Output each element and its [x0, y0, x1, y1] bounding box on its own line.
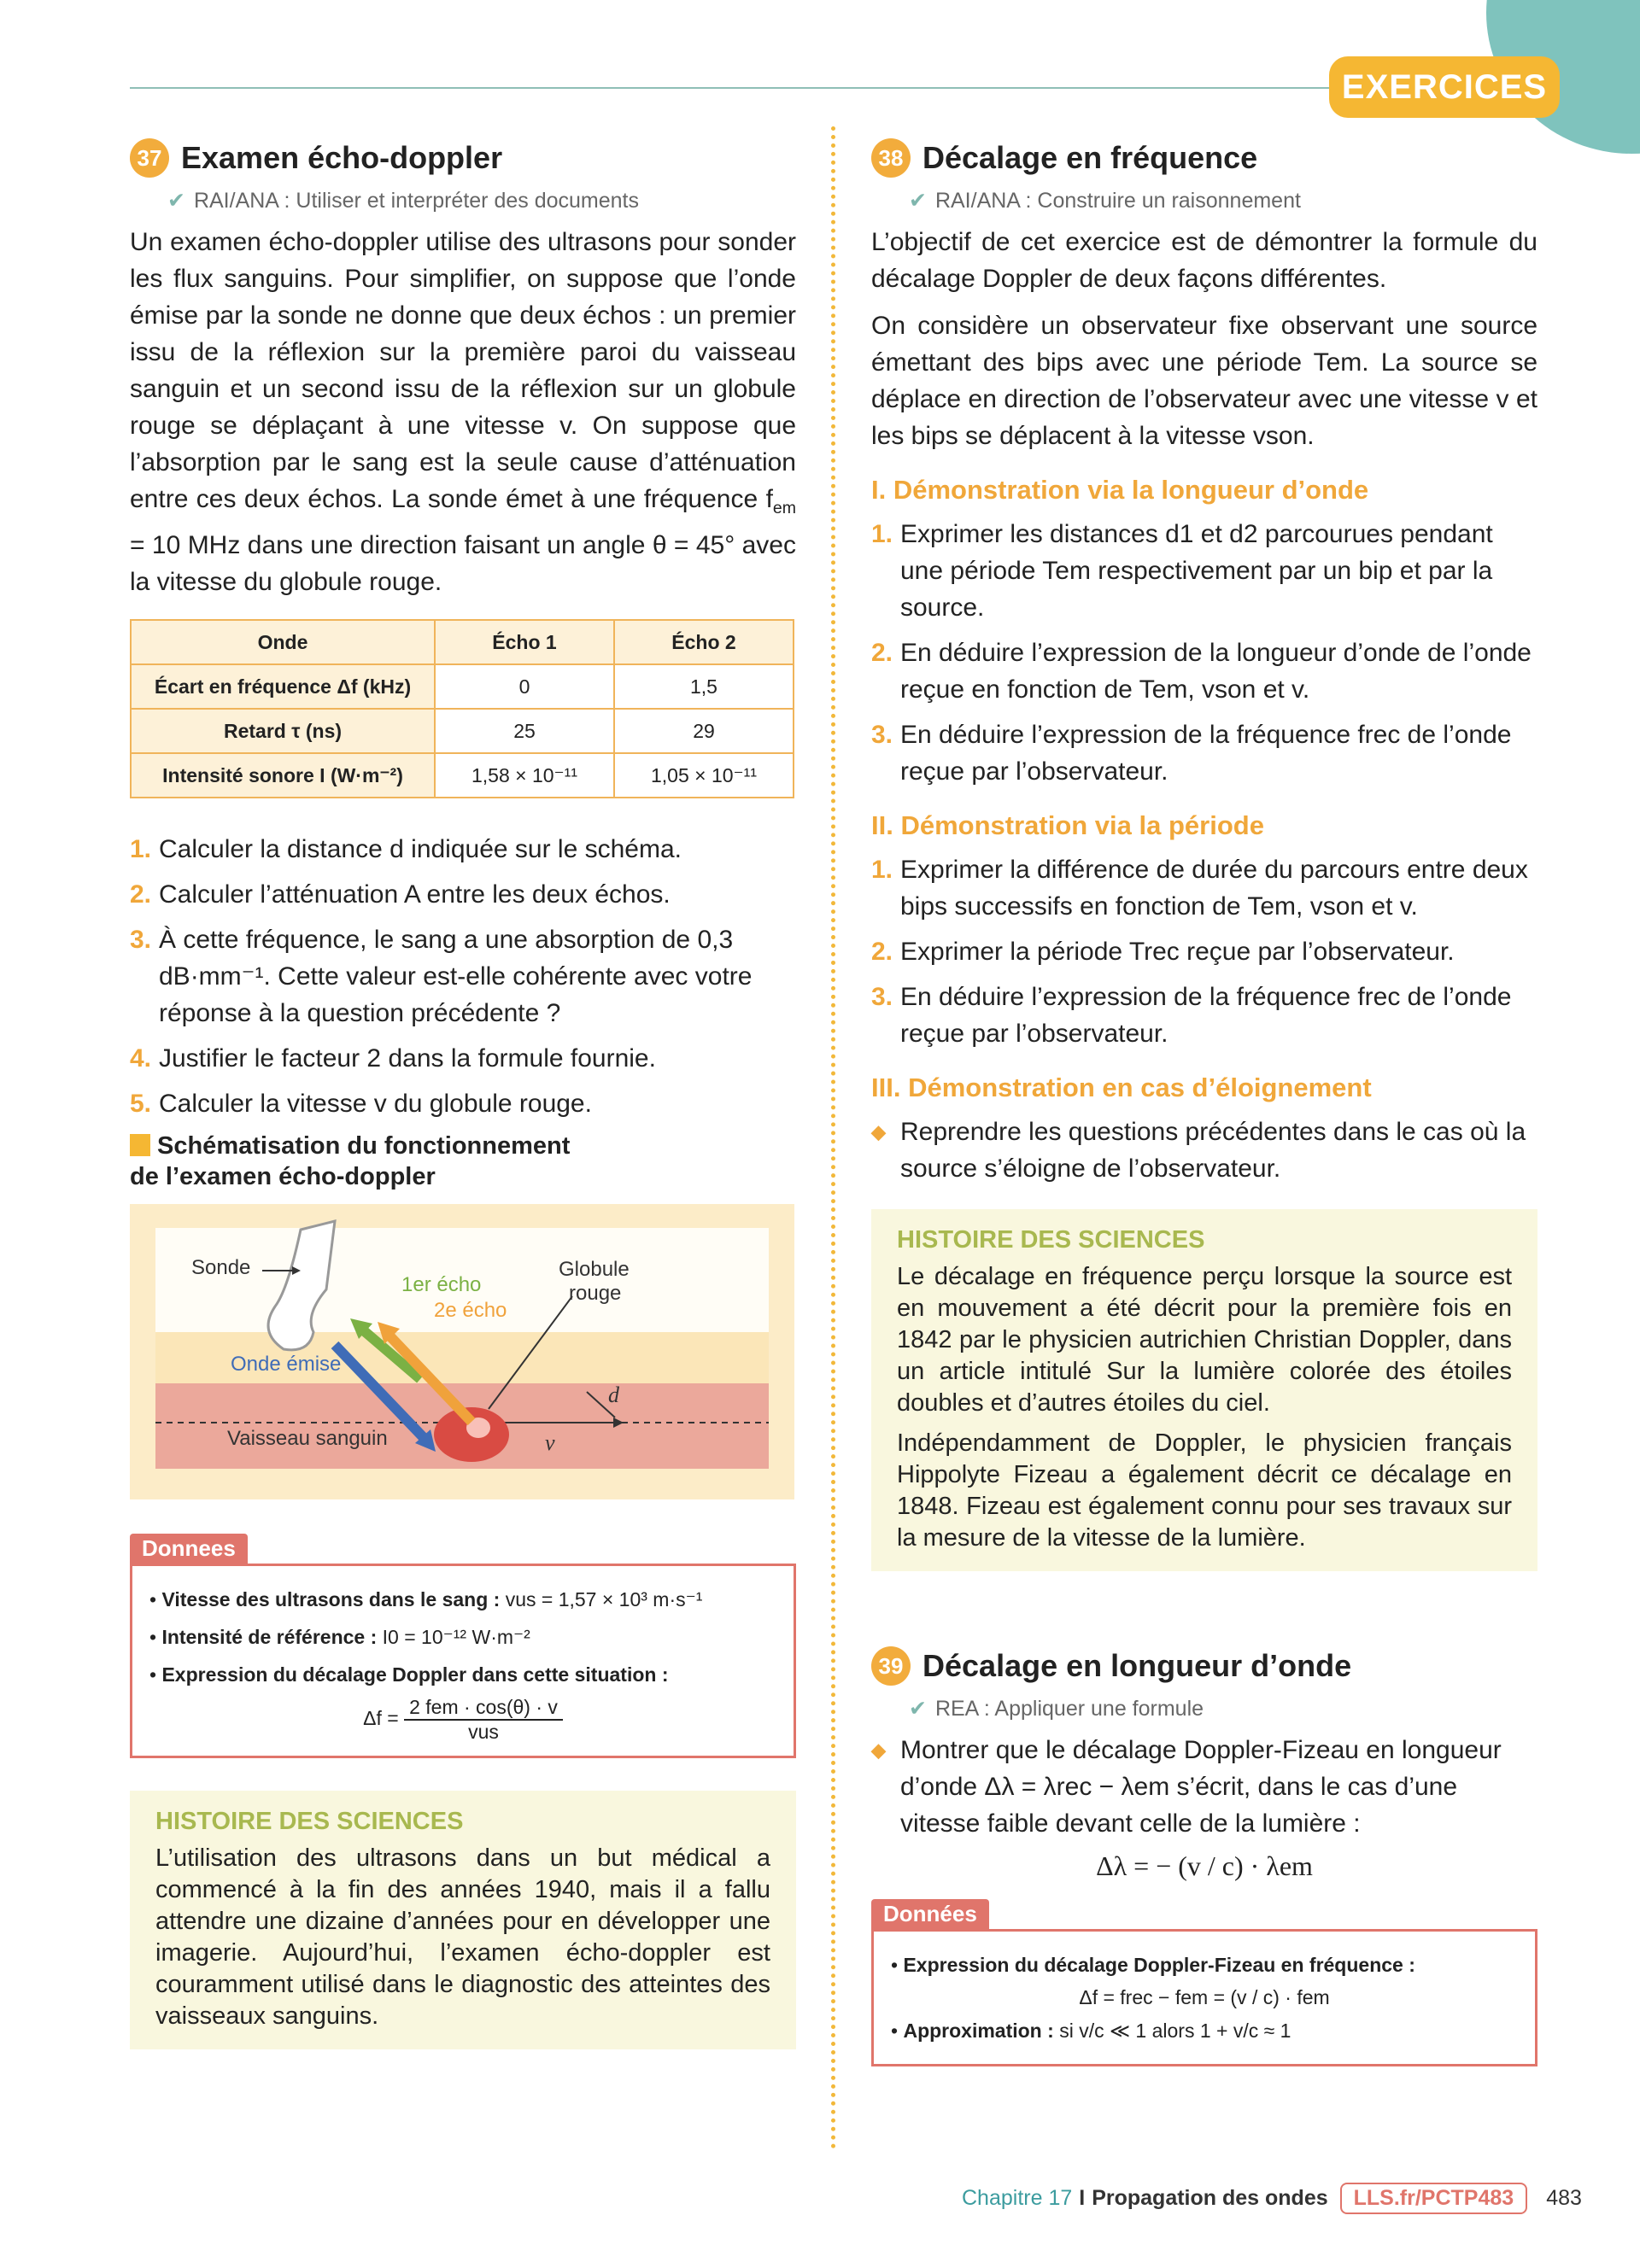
question-list	[871, 851, 1538, 1052]
question-item	[130, 921, 796, 1032]
exercise-title: Décalage en fréquence	[922, 140, 1258, 175]
table-cell: 1,58 × 10⁻¹¹	[435, 753, 614, 798]
table-row	[131, 664, 794, 709]
question-item	[130, 876, 796, 913]
schema-figure	[130, 1204, 794, 1499]
question-text: À cette fréquence, le sang a une absorption de 0,3 dB·mm⁻¹. Cette valeur est-elle cohérente avec votre réponse à la question précédente ?	[159, 926, 753, 1027]
question-item	[130, 831, 796, 868]
footer-separator: I	[1079, 2186, 1086, 2210]
exercise-intro	[130, 224, 796, 600]
question-number: 4.	[130, 1044, 152, 1073]
intro-end: = 10 MHz dans une direction faisant un angle θ = 45° avec la vitesse du globule rouge.	[130, 531, 796, 596]
question-number: 2.	[130, 880, 152, 909]
question-number: 1.	[871, 520, 893, 548]
check-icon: ✔	[167, 189, 185, 213]
schema-label-globule: Globule	[559, 1258, 630, 1281]
doppler-formula	[149, 1696, 776, 1744]
table-row	[131, 753, 794, 798]
schema-label-vaisseau: Vaisseau sanguin	[227, 1427, 388, 1450]
table-header: Onde	[131, 620, 435, 664]
question-text: Montrer que le décalage Doppler-Fizeau en longueur d’onde Δλ = λrec − λem s’écrit, dans le cas d’une vitesse faible devant celle de la lumière :	[900, 1736, 1502, 1838]
donnees-label: Intensité de référence :	[161, 1626, 378, 1648]
histoire-box	[130, 1791, 796, 2049]
table-row-label: Intensité sonore I (W·m⁻²)	[131, 753, 435, 798]
question-text: En déduire l’expression de la fréquence frec de l’onde reçue par l’observateur.	[900, 721, 1512, 786]
donnees-label: Vitesse des ultrasons dans le sang :	[161, 1588, 501, 1610]
paragraph: L’objectif de cet exercice est de démontrer la formule du décalage Doppler de deux façons différentes.	[871, 228, 1538, 293]
question-number: 3.	[130, 926, 152, 954]
intro-text: Un examen écho-doppler utilise des ultrasons pour sonder les flux sanguins. Pour simplifier, on suppose que l’onde émise par la sonde ne donne que deux échos : un premier issu de la réflexion sur la première paroi du vaisseau sanguin et un second issu de la réflexion sur un globule rouge se déplaçant à une vitesse v. On suppose que l’absorption par le sang est la seule cause d’atténuation entre ces deux échos. La sonde émet à une fréquence f	[130, 228, 796, 513]
histoire-title: HISTOIRE DES SCIENCES	[155, 1808, 464, 1835]
table-cell: 25	[435, 709, 614, 753]
paragraph: On considère un observateur fixe observant une source émettant des bips avec une période Tem. La source se déplace en direction de l’observateur avec une vitesse v et les bips se déplacent à la vitesse vson.	[871, 312, 1538, 450]
exercise-number: 37	[130, 138, 169, 178]
question-text: Calculer la vitesse v du globule rouge.	[159, 1090, 592, 1118]
page-number: 483	[1546, 2186, 1582, 2210]
exercices-badge: EXERCICES	[1329, 56, 1560, 118]
question-number: 2.	[871, 639, 893, 667]
donnees-item: • Vitesse des ultrasons dans le sang : vus = 1,57 × 10³ m·s⁻¹	[149, 1588, 703, 1610]
skill-line	[167, 188, 796, 213]
donnees-item: • Expression du décalage Doppler dans cette situation :	[149, 1663, 669, 1686]
question-text: Exprimer les distances d1 et d2 parcourues pendant une période Tem respectivement par un bip et par la source.	[900, 520, 1493, 622]
footer-chapter: Chapitre 17	[962, 2186, 1073, 2210]
schema-label-d: d	[608, 1382, 619, 1407]
question-text: Exprimer la différence de durée du parcours entre deux bips successifs en fonction de Tem, vson et v.	[900, 856, 1528, 921]
question-text: Calculer la distance d indiquée sur le schéma.	[159, 835, 682, 863]
question-item	[871, 634, 1538, 708]
question-text: En déduire l’expression de la longueur d’onde de l’onde reçue en fonction de Tem, vson et v.	[900, 639, 1532, 704]
schema-title-line1: Schématisation du fonctionnement	[157, 1132, 571, 1160]
donnees-item: • Expression du décalage Doppler-Fizeau en fréquence :	[891, 1954, 1415, 1976]
skill-line	[909, 1696, 1538, 1721]
schema-label-echo2: 2e écho	[434, 1299, 507, 1322]
section-heading: I. Démonstration via la longueur d’onde	[871, 475, 1369, 505]
donnees-value: I0 = 10⁻¹² W·m⁻²	[382, 1626, 530, 1648]
exercise-39-header	[871, 1645, 1538, 1687]
question-item	[871, 1732, 1538, 1842]
page-footer	[962, 2183, 1582, 2214]
donnees-value: si v/c ≪ 1 alors 1 + v/c ≈ 1	[1059, 2020, 1292, 2042]
question-item	[871, 716, 1538, 790]
intro-sub: em	[772, 499, 796, 517]
question-list	[130, 831, 796, 1122]
question-list	[871, 1114, 1538, 1187]
square-marker-icon	[130, 1134, 150, 1156]
donnees-tag: Donnees	[130, 1534, 248, 1564]
exercise-title: Examen écho-doppler	[181, 140, 503, 175]
histoire-text: Le décalage en fréquence perçu lorsque la source est en mouvement a été décrit pour la première fois en 1842 par le physicien autrichien Christian Doppler, dans un article intitulé Sur la lumière colorée des étoiles doubles et d’autres étoiles du ciel.	[897, 1263, 1512, 1417]
histoire-text: L’utilisation des ultrasons dans un but médical a commencé à la fin des années 1940, mais il a fallu attendre une dizaine d’années pour en développer une imagerie. Aujourd’hui, l’examen écho-doppler est couramment utilisé dans le diagnostic des atteintes des vaisseaux sanguins.	[155, 1844, 770, 2030]
question-number: 3.	[871, 983, 893, 1011]
exercise-title: Décalage en longueur d’onde	[922, 1648, 1352, 1683]
exercise-number: 39	[871, 1646, 911, 1686]
question-number: 1.	[871, 856, 893, 884]
footer-title: Propagation des ondes	[1092, 2186, 1328, 2210]
question-text: Reprendre les questions précédentes dans le cas où la source s’éloigne de l’observateur.	[900, 1118, 1526, 1183]
header-rule	[130, 87, 1343, 89]
formula-fraction	[404, 1696, 563, 1744]
exercise-39	[871, 1645, 1538, 2066]
exercise-38-header	[871, 137, 1538, 179]
check-icon: ✔	[909, 1697, 927, 1721]
donnees-label: Approximation :	[903, 2020, 1054, 2042]
schema-title-line2: de l’examen écho-doppler	[130, 1163, 436, 1190]
question-item	[130, 1085, 796, 1122]
exercise-37-header	[130, 137, 796, 179]
table-cell: 1,05 × 10⁻¹¹	[614, 753, 794, 798]
schema-label-sonde: Sonde	[191, 1256, 251, 1279]
wavelength-formula: Δλ = − (v / c) · λem	[1096, 1850, 1313, 1881]
table-cell: 1,5	[614, 664, 794, 709]
column-divider	[831, 126, 835, 2150]
skill-text: RAI/ANA : Construire un raisonnement	[934, 189, 1301, 213]
donnees-value: vus = 1,57 × 10³ m·s⁻¹	[505, 1588, 703, 1610]
skill-line	[909, 188, 1538, 213]
table-row	[131, 709, 794, 753]
diamond-bullet-icon: ◆	[871, 1739, 886, 1761]
section-heading: II. Démonstration via la période	[871, 810, 1264, 840]
question-item	[871, 1114, 1538, 1187]
exercise-37	[130, 137, 796, 2049]
schema-title	[130, 1131, 796, 1192]
donnees-block	[130, 1534, 796, 1758]
table-row-label: Retard τ (ns)	[131, 709, 435, 753]
table-cell: 0	[435, 664, 614, 709]
histoire-box	[871, 1209, 1538, 1571]
schema-label-echo1: 1er écho	[401, 1273, 482, 1296]
data-table	[130, 619, 794, 798]
formula-numerator: 2 fem · cos(θ) · v	[404, 1696, 563, 1721]
schema-label-rouge: rouge	[569, 1282, 622, 1305]
skill-text: RAI/ANA : Utiliser et interpréter des documents	[193, 189, 639, 213]
donnees-formula: Δf = frec − fem = (v / c) · fem	[1079, 1986, 1330, 2008]
donnees-block	[871, 1899, 1538, 2066]
question-item	[130, 1040, 796, 1077]
table-header: Écho 1	[435, 620, 614, 664]
donnees-label: Expression du décalage Doppler-Fizeau en fréquence :	[903, 1954, 1415, 1976]
question-text: Exprimer la période Trec reçue par l’observateur.	[900, 938, 1455, 966]
histoire-title: HISTOIRE DES SCIENCES	[897, 1226, 1205, 1254]
schema-svg	[130, 1204, 794, 1499]
check-icon: ✔	[909, 189, 927, 213]
question-item	[871, 933, 1538, 970]
formula-lhs: Δf =	[363, 1707, 399, 1730]
schema-label-v: v	[545, 1430, 555, 1455]
skill-text: REA : Appliquer une formule	[934, 1697, 1204, 1721]
question-number: 1.	[130, 835, 152, 863]
histoire-text: Indépendamment de Doppler, le physicien français Hippolyte Fizeau a également décrit ce décalage en 1848. Fizeau est également connu pour ses travaux sur la mesure de la vitesse de la lumière.	[897, 1429, 1512, 1552]
donnees-box	[130, 1564, 796, 1758]
table-header: Écho 2	[614, 620, 794, 664]
donnees-box	[871, 1929, 1538, 2066]
question-number: 3.	[871, 721, 893, 749]
table-row-label: Écart en fréquence Δf (kHz)	[131, 664, 435, 709]
question-list	[871, 1732, 1538, 1842]
formula-denominator: vus	[468, 1721, 499, 1743]
schema-label-onde: Onde émise	[231, 1353, 342, 1376]
question-item	[871, 516, 1538, 626]
question-text: Calculer l’atténuation A entre les deux échos.	[159, 880, 671, 909]
question-number: 2.	[871, 938, 893, 966]
table-header-row	[131, 620, 794, 664]
donnees-item: • Intensité de référence : I0 = 10⁻¹² W·m⁻²	[149, 1626, 530, 1648]
exercise-38	[871, 137, 1538, 1571]
donnees-tag: Données	[871, 1899, 989, 1929]
footer-link[interactable]: LLS.fr/PCTP483	[1340, 2183, 1528, 2214]
exercise-number: 38	[871, 138, 911, 178]
section-heading: III. Démonstration en cas d’éloignement	[871, 1073, 1372, 1102]
question-text: Justifier le facteur 2 dans la formule fournie.	[159, 1044, 656, 1073]
question-item	[871, 979, 1538, 1052]
diamond-bullet-icon: ◆	[871, 1121, 886, 1143]
question-list	[871, 516, 1538, 790]
question-number: 5.	[130, 1090, 152, 1118]
donnees-label: Expression du décalage Doppler dans cette situation :	[161, 1663, 669, 1686]
question-text: En déduire l’expression de la fréquence frec de l’onde reçue par l’observateur.	[900, 983, 1512, 1048]
donnees-item: • Approximation : si v/c ≪ 1 alors 1 + v/c ≈ 1	[891, 2020, 1292, 2042]
question-item	[871, 851, 1538, 925]
table-cell: 29	[614, 709, 794, 753]
